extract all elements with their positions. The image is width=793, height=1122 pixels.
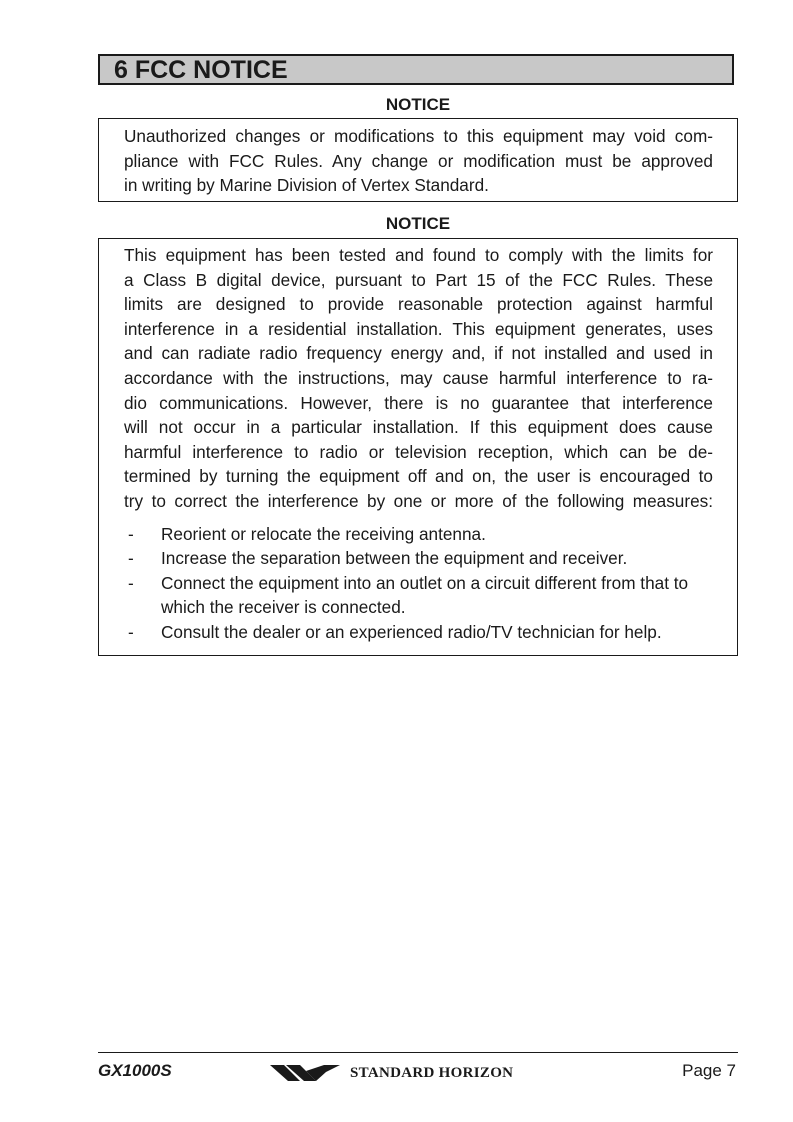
notice-2-line-6: accordance with the instructions, may cause harmful interference to ra- xyxy=(124,367,713,388)
list-item xyxy=(124,546,713,571)
notice-2-heading: NOTICE xyxy=(385,214,451,233)
standard-horizon-wing-logo-icon xyxy=(270,1062,340,1084)
list-item xyxy=(124,522,713,547)
list-item-text: Reorient or relocate the receiving antenna. xyxy=(161,523,486,544)
list-item-text: Consult the dealer or an experienced radio/TV technician for help. xyxy=(161,621,662,642)
notice-2-line-10: termined by turning the equipment off and on, the user is encouraged to xyxy=(124,466,713,487)
footer-divider xyxy=(98,1052,738,1053)
bullet-dash: - xyxy=(128,548,134,569)
section-title: 6 FCC NOTICE xyxy=(98,54,734,85)
bullet-dash: - xyxy=(128,572,134,593)
notice-2-line-9: harmful interference to radio or television reception, which can be de- xyxy=(124,441,713,462)
notice-1-line-2: pliance with FCC Rules. Any change or modification must be approved xyxy=(124,150,713,171)
notice-1-line-1: Unauthorized changes or modifications to this equipment may void com- xyxy=(124,126,713,146)
notice-2-line-3: limits are designed to provide reasonable protection against harmful xyxy=(124,294,713,315)
notice-2-line-2: a Class B digital device, pursuant to Part 15 of the FCC Rules. These xyxy=(124,269,713,290)
list-item xyxy=(124,571,713,620)
page-number: Page 7 xyxy=(682,1061,736,1080)
notice-1-box xyxy=(98,118,738,202)
bullet-dash: - xyxy=(128,523,134,544)
brand-name: STANDARD HORIZON xyxy=(350,1064,514,1081)
notice-2-box xyxy=(98,238,738,656)
notice-2-line-7: dio communications. However, there is no guarantee that interference xyxy=(124,392,713,413)
notice-2-line-11: try to correct the interference by one or more of the following measures: xyxy=(124,490,713,511)
notice-2-paragraph xyxy=(124,243,713,514)
list-item xyxy=(124,620,713,645)
bullet-dash: - xyxy=(128,621,134,642)
list-item-text: Connect the equipment into an outlet on a circuit different from that to which the receiver is connected. xyxy=(161,572,689,618)
list-item-text: Increase the separation between the equipment and receiver. xyxy=(161,548,628,569)
measures-list xyxy=(124,522,713,645)
notice-2-line-8: will not occur in a particular installation. If this equipment does cause xyxy=(124,417,713,438)
footer-model-name: GX1000S xyxy=(98,1061,172,1080)
footer-brand-logo xyxy=(270,1061,513,1085)
notice-2-line-1: This equipment has been tested and found to comply with the limits for xyxy=(124,245,713,265)
notice-2-line-4: interference in a residential installation. This equipment generates, uses xyxy=(124,318,713,339)
notice-1-heading: NOTICE xyxy=(385,95,451,114)
notice-2-line-5: and can radiate radio frequency energy and, if not installed and used in xyxy=(124,343,713,364)
notice-1-line-3: in writing by Marine Division of Vertex Standard. xyxy=(124,175,489,196)
